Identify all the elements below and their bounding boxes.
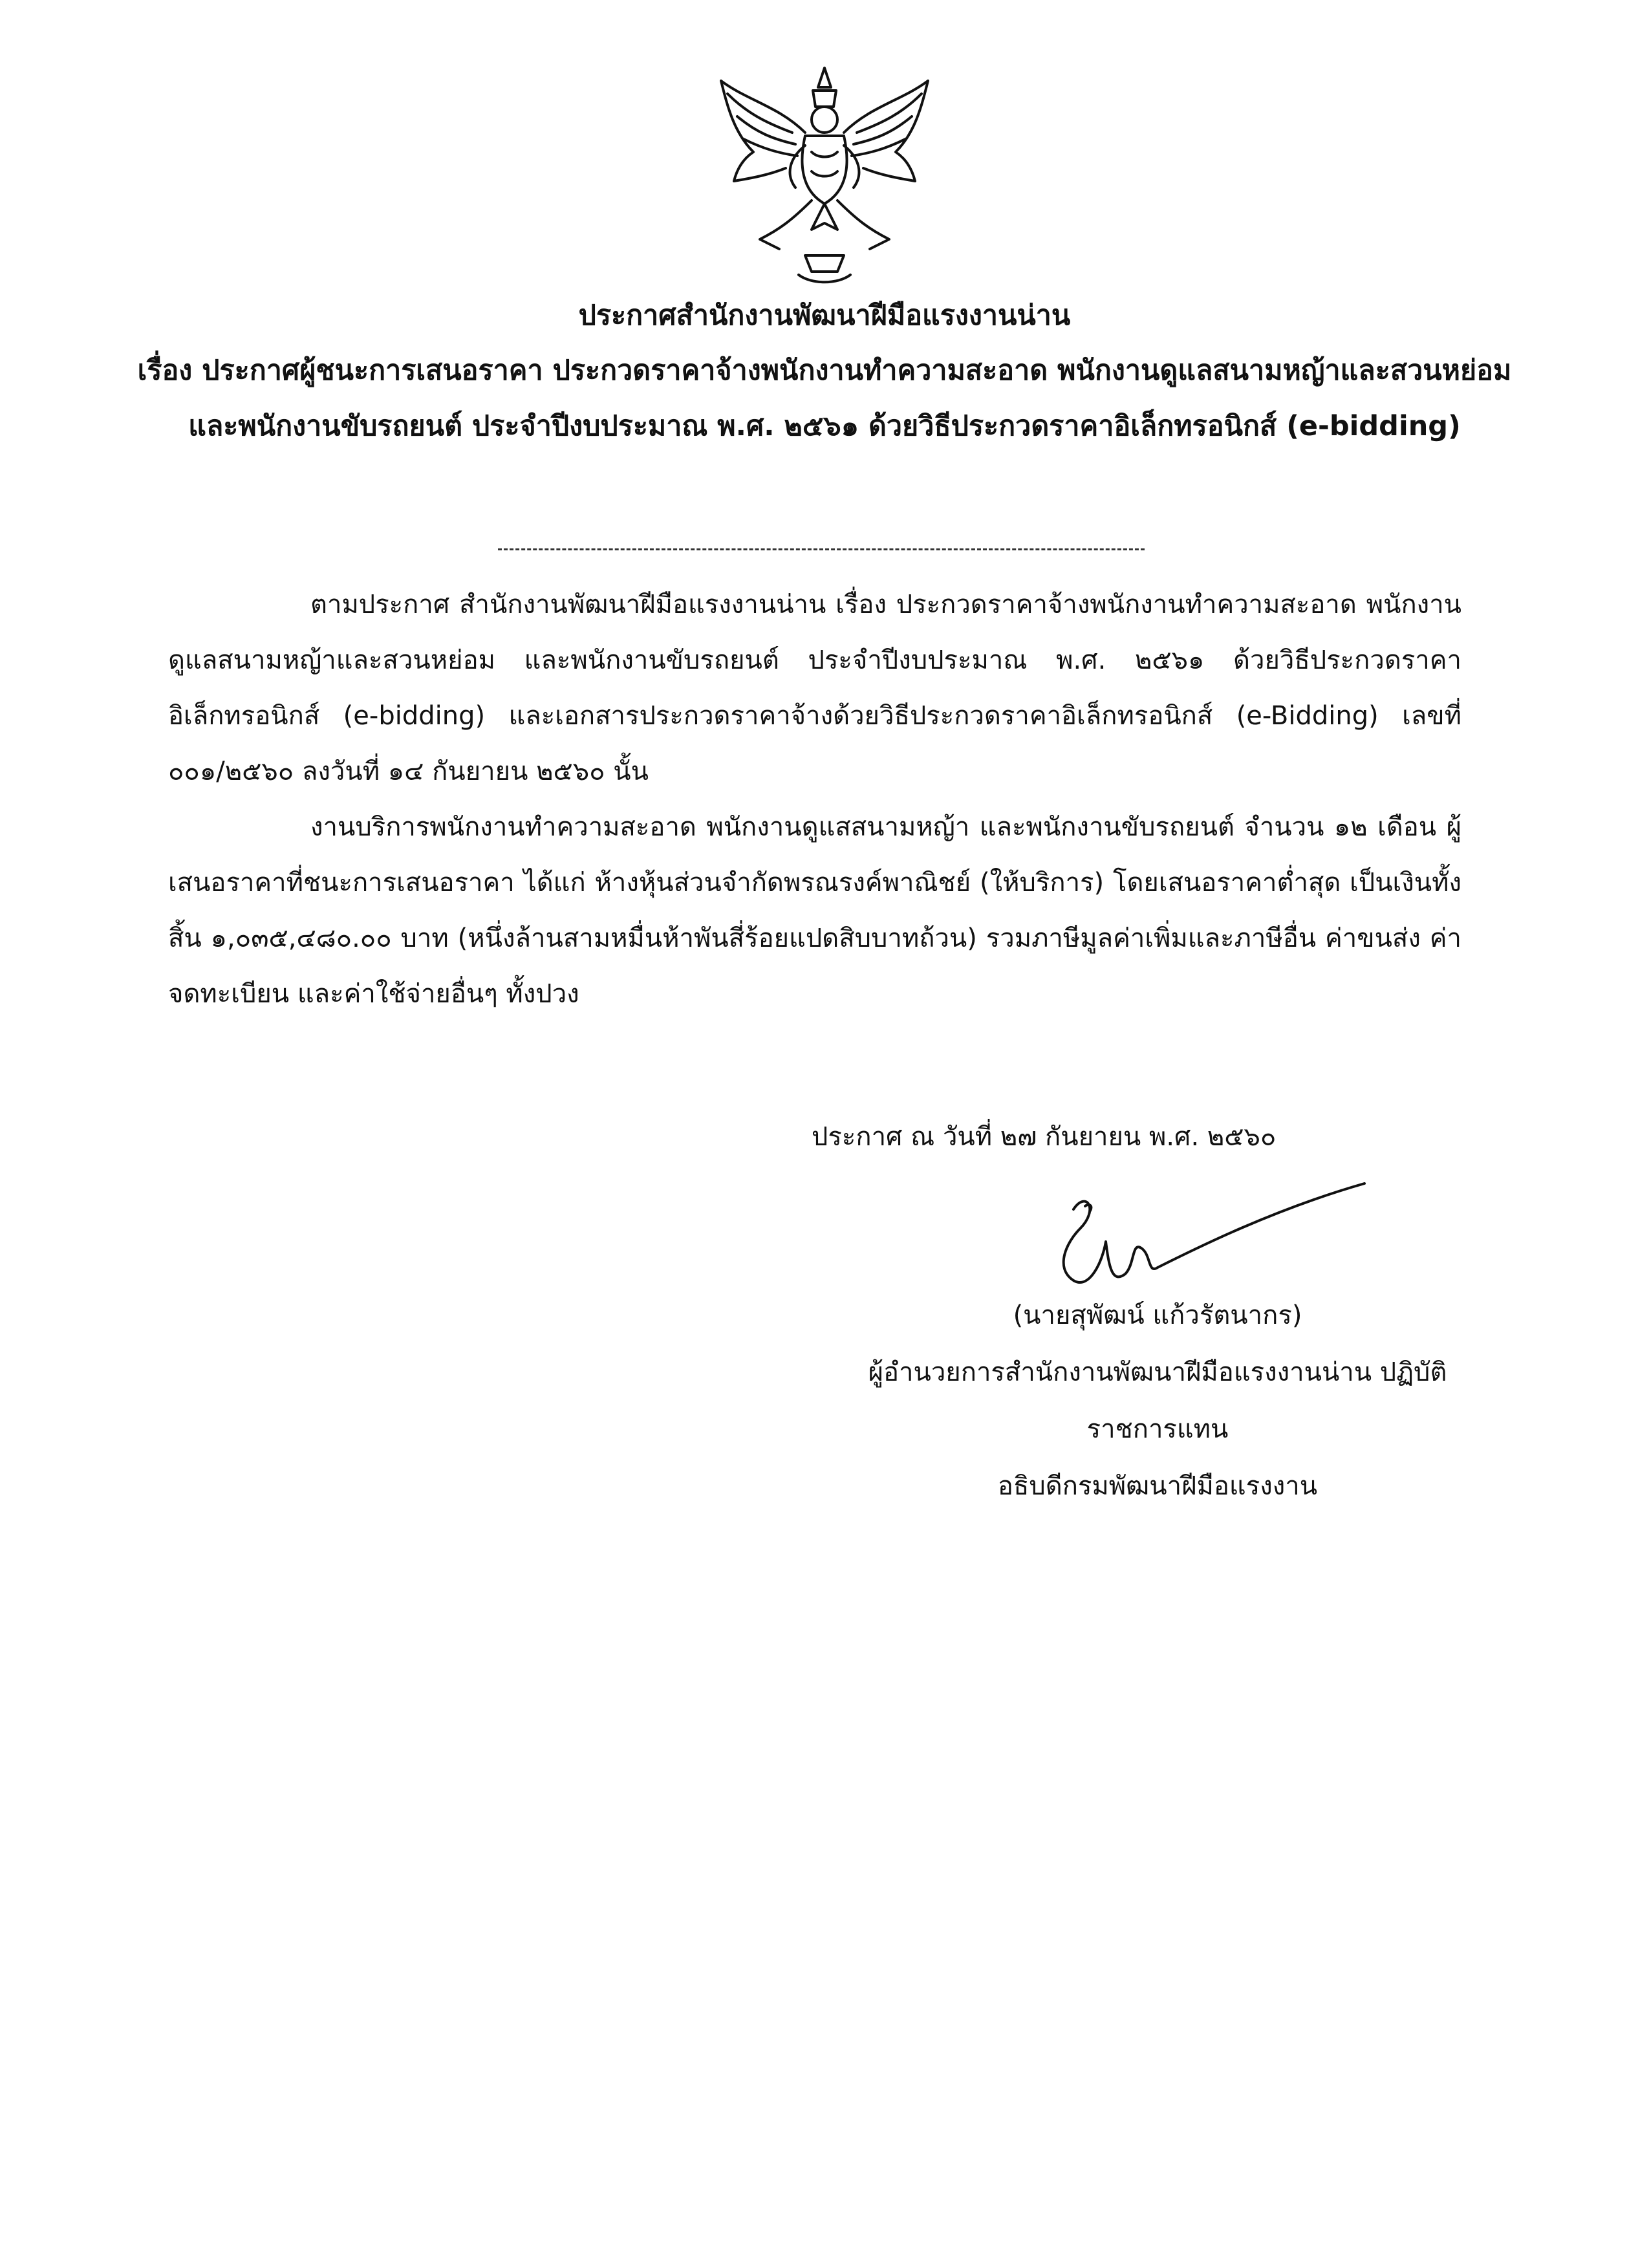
signatory-position-line-3: อธิบดีกรมพัฒนาฝีมือแรงงาน (997, 1471, 1318, 1501)
signature-block (834, 1287, 1481, 1515)
page-title: ประกาศสำนักงานพัฒนาฝีมือแรงงานน่าน (578, 299, 1071, 332)
garuda-emblem-icon (708, 61, 941, 294)
signatory-position-line-2: ราชการแทน (1086, 1414, 1229, 1444)
document-subject: เรื่อง ประกาศผู้ชนะการเสนอราคา ประกวดราคาจ้างพนักงานทำความสะอาด พนักงานดูแลสนามหญ้าและสวนหย่อม และพนักงานขับรถยนต์ ประจำปีงบประมาณ พ.ศ. ๒๕๖๑ ด้วยวิธีประกวดราคาอิเล็กทรอนิกส์ (e-bidding) (137, 354, 1512, 442)
announce-date: ประกาศ ณ วันที่ ๒๗ กันยายน พ.ศ. ๒๕๖๐ (812, 1122, 1277, 1152)
signatory-name: (นายสุพัฒน์ แก้วรัตนากร) (1013, 1301, 1302, 1330)
signatory-position-line-1: ผู้อำนวยการสำนักงานพัฒนาฝีมือแรงงานน่าน ปฏิบัติ (868, 1357, 1447, 1387)
divider (498, 548, 1145, 550)
body-paragraph-2: งานบริการพนักงานทำความสะอาด พนักงานดูแสสนามหญ้า และพนักงานขับรถยนต์ จำนวน ๑๒ เดือน ผู้เสนอราคาที่ชนะการเสนอราคา ได้แก่ ห้างหุ้นส่วนจำกัดพรณรงค์พาณิชย์ (ให้บริการ) โดยเสนอราคาต่ำสุด เป็นเงินทั้งสิ้น ๑,๐๓๕,๔๘๐.๐๐ บาท (หนึ่งล้านสามหมื่นห้าพันสี่ร้อยแปดสิบบาทถ้วน) รวมภาษีมูลค่าเพิ่มและภาษีอื่น ค่าขนส่ง ค่าจดทะเบียน และค่าใช้จ่ายอื่นๆ ทั้งปวง (168, 812, 1461, 1009)
body-paragraph-1: ตามประกาศ สำนักงานพัฒนาฝีมือแรงงานน่าน เรื่อง ประกวดราคาจ้างพนักงานทำความสะอาด พนักงานดูแลสนามหญ้าและสวนหย่อม และพนักงานขับรถยนต์ ประจำปีงบประมาณ พ.ศ. ๒๕๖๑ ด้วยวิธีประกวดราคาอิเล็กทรอนิกส์ (e-bidding) และเอกสารประกวดราคาจ้างด้วยวิธีประกวดราคาอิเล็กทรอนิกส์ (e-Bidding) เลขที่ ๐๐๑/๒๕๖๐ ลงวันที่ ๑๔ กันยายน ๒๕๖๐ นั้น (168, 590, 1461, 786)
document-body (168, 577, 1461, 1022)
